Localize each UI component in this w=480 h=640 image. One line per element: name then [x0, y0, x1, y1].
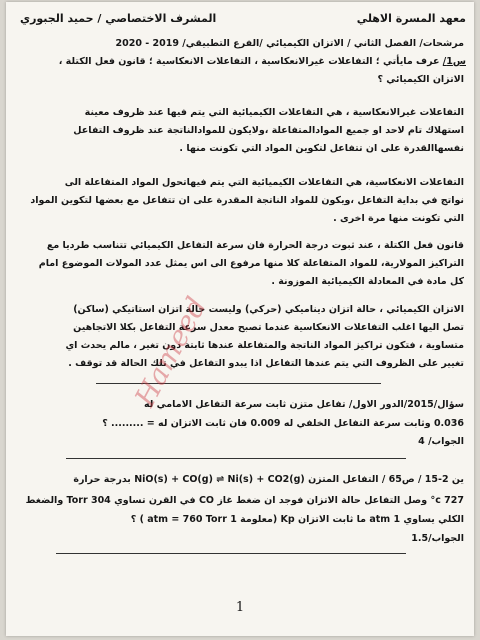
equilibrium-def-line-4: تغيير على الظروف التي يتم عندها التفاعل اذا يبدو التفاعل في تلك الحالة قد توقف .	[68, 358, 464, 369]
supervisor-name: المشرف الاختصاصي / حميد الجبوري	[20, 12, 217, 25]
question-2-line-2: 0.036 وثابت سرعة التفاعل الخلفي له 0.009 فان ثابت الاتزان له = ......... ؟	[102, 418, 464, 429]
irreversible-def-line-1: التفاعلات غيرالانعكاسية ، هي التفاعلات الكيميائية التي يتم فيها عند ظروف معينة	[84, 107, 464, 118]
question-2-line-1: سؤال/2015/الدور الاول/ تفاعل متزن ثابت سرعة التفاعل الامامي له	[144, 399, 464, 410]
question-3-line-3: الكلي يساوي 1 atm ما ثابت الاتزان Kp (معلومة 1 atm = 760 Torr ) ؟	[130, 514, 464, 525]
mass-action-def-line-3: كل مادة في المعادلة الكيميائية الموزونة .	[271, 276, 464, 287]
question-1-label: س1/	[442, 56, 466, 67]
irreversible-def-line-3: نفسهاالقدرة على ان تتفاعل لتكوين المواد التي تكونت منها .	[179, 143, 464, 154]
separator-line	[66, 458, 406, 459]
mass-action-def-line-2: التراكيز المولارية، للمواد المتفاعلة كلا منها مرفوع الى اس يمثل عدد المولات الموضوع امام	[38, 258, 464, 269]
document-page	[6, 2, 474, 636]
watermark-signature: Hameed	[128, 291, 213, 412]
page-number: 1	[235, 600, 245, 615]
question-3-line-1: ين 2-15 / ص65 / التفاعل المتزن NiO(s) + CO(g) ⇌ Ni(s) + CO2(g) بدرجة حرارة	[73, 474, 464, 485]
reversible-def-line-3: التي تكونت منها مرة اخرى .	[333, 213, 464, 224]
question-1-line-2: الاتزان الكيميائي ؟	[377, 74, 464, 85]
question-2-answer: الجواب/ 4	[418, 436, 464, 447]
school-name: معهد المسرة الاهلي	[356, 12, 466, 25]
reversible-def-line-1: التفاعلات الانعكاسية، هي التفاعلات الكيميائية التي يتم فيهاتحول المواد المتفاعلة الى	[64, 177, 464, 188]
question-3-line-2: 727 c° وصل التفاعل حالة الاتزان فوجد ان ضغط غاز CO في القرن تساوي Torr 304 والضغط	[25, 495, 464, 506]
question-1-line-1	[59, 54, 466, 70]
equilibrium-def-line-1: الاتزان الكيميائي ، حالة اتزان ديناميكي (حركي) وليست حالة اتزان استاتيكي (ساكن)	[73, 304, 464, 315]
question-1-text: عرف مايأتي ؛ التفاعلات غيرالانعكاسية ، التفاعلات الانعكاسية ؛ قانون فعل الكتلة ،	[58, 56, 440, 67]
course-summary: مرشحات/ الفصل الثاني / الاتزان الكيميائي /الفرع التطبيقي/ 2019 - 2020	[115, 38, 464, 49]
equilibrium-def-line-2: تصل اليها اغلب التفاعلات الانعكاسية عندما تصبح معدل سرعة التفاعل بكلا الاتجاهين	[73, 322, 464, 333]
question-3-answer: الجواب/1.5	[411, 533, 464, 544]
reversible-def-line-2: نواتج في بداية التفاعل ،ويكون للمواد الناتجة المقدرة على ان تتفاعل مع بعضها لتكوين المواد	[30, 195, 464, 206]
irreversible-def-line-2: استهلاك تام لاحد او جميع الموادالمتفاعلة ،ولايكون للموادالناتجة عند ظروف التفاعل	[73, 125, 464, 136]
separator-line	[56, 553, 406, 554]
mass-action-def-line-1: قانون فعل الكتلة ، عند ثبوت درجة الحرارة فان سرعة التفاعل الكيميائي تتناسب طرديا مع	[46, 240, 464, 251]
equilibrium-def-line-3: متساوية ، فتكون تراكيز المواد الناتجة والمتفاعلة عندها ثابتة دون تغير ، مالم يحدث اي	[65, 340, 464, 351]
